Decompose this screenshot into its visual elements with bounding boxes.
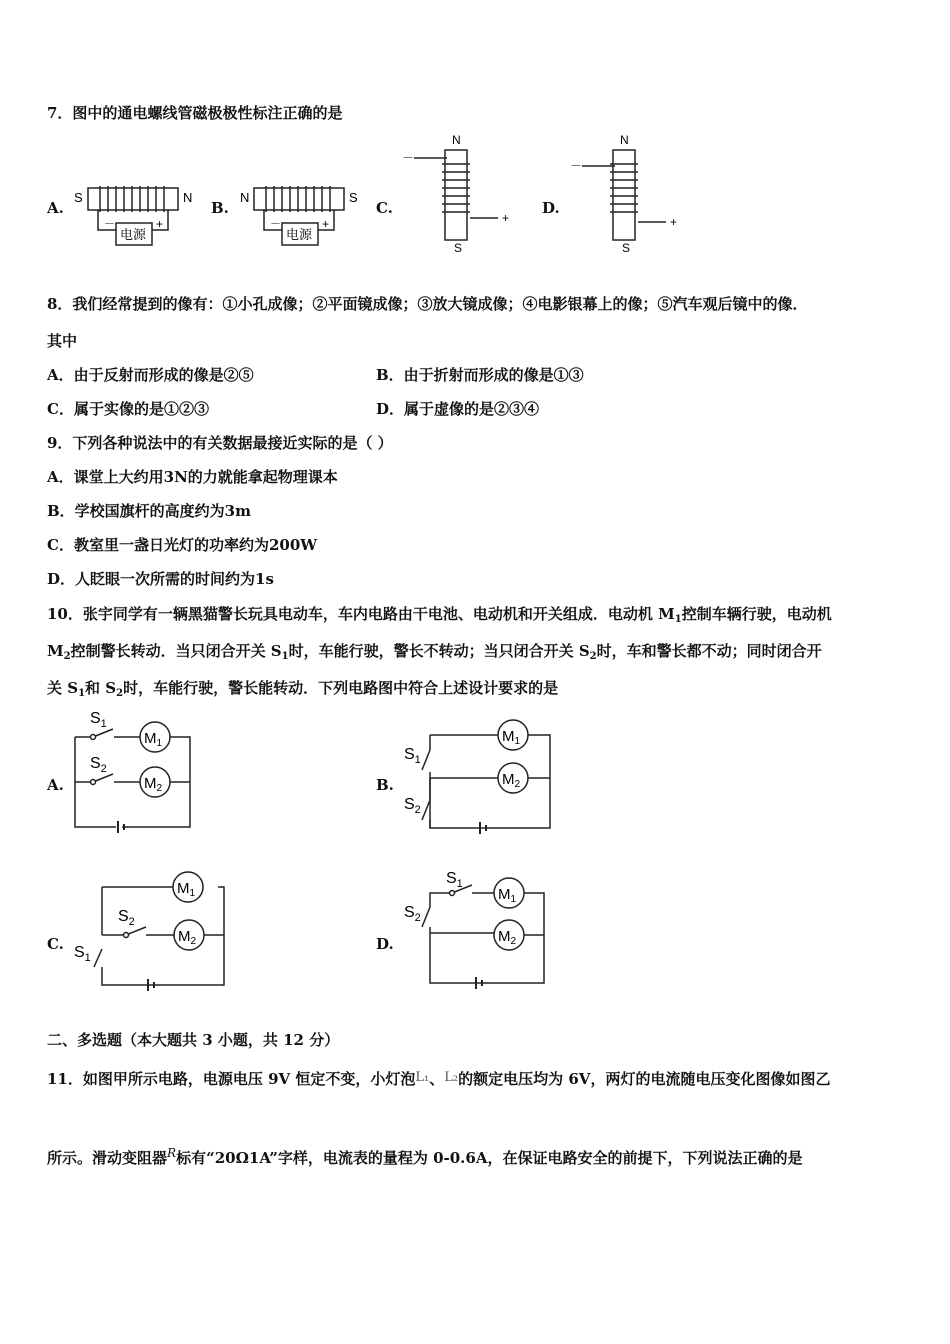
q7-b-minus: －	[270, 218, 281, 230]
q8-stem-line1: 8．我们经常提到的像有：①小孔成像；②平面镜成像；③放大镜成像；④电影银幕上的像；⑤汽车观后镜中的像．	[47, 295, 808, 313]
q7-a-plus: +	[156, 217, 164, 231]
q10-stem-line1: 10．张宇同学有一辆黑猫警长玩具电动车，车内电路由干电池、电动机和开关组成．电动机 $M_1$控制车辆行驶，电动机	[47, 605, 832, 625]
q10-circuit-a	[70, 705, 200, 835]
q7-diagram-b	[236, 178, 366, 253]
q10-a-s2: $S_2$	[90, 755, 107, 775]
q7-a-minus: －	[104, 218, 115, 230]
q10-option-a-label: A.	[47, 776, 64, 794]
q10-a-m2: $M_2$	[144, 775, 163, 794]
q7-option-a-label: A.	[47, 199, 64, 217]
q7-a-left-pole: S	[74, 190, 83, 205]
q9-stem: 9．下列各种说法中的有关数据最接近实际的是（ ）	[47, 434, 393, 452]
q7-diagram-a	[70, 178, 200, 253]
q10-d-m1: $M_1$	[498, 886, 517, 905]
q10-stem-line2: $M_2$控制警长转动．当只闭合开关 $S_1$时，车能行驶，警长不转动；当只闭合开关 $S_2$时，车和警长都不动；同时闭合开	[47, 642, 822, 662]
q10-b-s2: $S_2$	[404, 796, 421, 816]
q10-stem-line3: 关 $S_1$和 $S_2$时，车能行驶，警长能转动．下列电路图中符合上述设计要求的是	[47, 679, 559, 699]
q7-b-plus: +	[322, 217, 330, 231]
q10-c-m1: $M_1$	[177, 880, 196, 899]
q10-a-m1: $M_1$	[144, 730, 163, 749]
q10-circuit-c	[70, 865, 235, 995]
q7-option-b-label: B.	[211, 199, 229, 217]
q7-stem: 7．图中的通电螺线管磁极极性标注正确的是	[47, 104, 343, 122]
q10-c-s2: $S_2$	[118, 908, 135, 928]
q9-option-a: A．课堂上大约用3N的力就能拿起物理课本	[47, 468, 338, 486]
q7-c-bottom-pole: S	[454, 241, 463, 255]
q8-option-b: B．由于折射而形成的像是①③	[376, 366, 584, 384]
q7-b-power-label: 电源	[286, 227, 313, 242]
q10-d-m2: $M_2$	[498, 928, 517, 947]
q10-d-s2: $S_2$	[404, 904, 421, 924]
q11-stem-line2: 所示。滑动变阻器$^R$标有“20Ω1A”字样，电流表的量程为 0-0.6A，在保证电路安全的前提下，下列说法正确的是	[47, 1146, 803, 1167]
q10-a-s1: $S_1$	[90, 710, 107, 730]
q9-option-d: D．人眨眼一次所需的时间约为1s	[47, 570, 274, 588]
q10-circuit-d	[400, 865, 560, 995]
q7-d-top-pole: N	[620, 133, 629, 147]
q8-stem-line2: 其中	[47, 332, 78, 350]
section2-title: 二、多选题（本大题共 3 小题，共 12 分）	[47, 1031, 340, 1049]
q7-d-minus: －	[570, 159, 583, 173]
q10-b-s1: $S_1$	[404, 746, 421, 766]
q9-option-b: B．学校国旗杆的高度约为3m	[47, 502, 251, 520]
q7-d-bottom-pole: S	[622, 241, 631, 255]
q8-option-a: A．由于反射而形成的像是②⑤	[47, 366, 254, 384]
q10-b-m2: $M_2$	[502, 771, 521, 790]
q10-option-d-label: D.	[376, 935, 394, 953]
q7-diagram-d	[568, 130, 688, 255]
q11-stem-line1: 11．如图甲所示电路，电源电压 9V 恒定不变，小灯泡L₁、L₂的额定电压均为 6V，两灯的电流随电压变化图像如图乙	[47, 1070, 831, 1088]
q7-d-plus: +	[670, 215, 678, 229]
q7-diagram-c	[400, 130, 520, 255]
q7-c-top-pole: N	[452, 133, 461, 147]
q7-option-c-label: C.	[376, 199, 393, 217]
q7-option-d-label: D.	[542, 199, 560, 217]
q7-b-right-pole: S	[349, 190, 358, 205]
q10-c-m2: $M_2$	[178, 928, 197, 947]
q8-option-d: D．属于虚像的是②③④	[376, 400, 540, 418]
q7-a-power-label: 电源	[120, 227, 147, 242]
q10-option-b-label: B.	[376, 776, 394, 794]
q7-b-left-pole: N	[240, 190, 250, 205]
q8-option-c: C．属于实像的是①②③	[47, 400, 209, 418]
q7-c-plus: +	[502, 211, 510, 225]
q7-a-right-pole: N	[183, 190, 193, 205]
q10-b-m1: $M_1$	[502, 728, 521, 747]
q10-option-c-label: C.	[47, 935, 64, 953]
q10-d-s1: $S_1$	[446, 870, 463, 890]
q7-c-minus: －	[402, 151, 415, 165]
q9-option-c: C．教室里一盏日光灯的功率约为200W	[47, 536, 318, 554]
q10-c-s1: $S_1$	[74, 944, 91, 964]
q10-circuit-b	[400, 705, 560, 835]
